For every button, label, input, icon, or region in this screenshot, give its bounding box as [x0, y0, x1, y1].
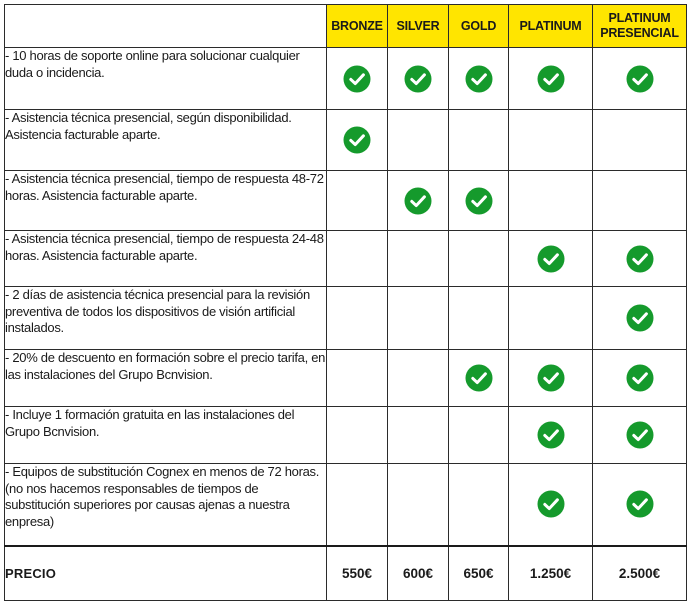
- tier-cell: [449, 171, 509, 231]
- tier-cell: [327, 464, 388, 546]
- tier-cell: [509, 407, 593, 464]
- tier-cell: [388, 231, 449, 287]
- tier-cell: [509, 231, 593, 287]
- tier-cell: [327, 231, 388, 287]
- check-circle-icon: [404, 187, 432, 215]
- price-row: [5, 546, 687, 601]
- check-circle-icon: [404, 65, 432, 93]
- check-circle-icon: [465, 65, 493, 93]
- price-bronze: 550€: [327, 546, 388, 601]
- tier-cell: [388, 287, 449, 350]
- tier-cell: [388, 464, 449, 546]
- tier-cell: [593, 464, 687, 546]
- tier-cell: [449, 231, 509, 287]
- tier-cell: [388, 48, 449, 110]
- support-plans-table: [4, 4, 687, 601]
- tier-cell: [509, 464, 593, 546]
- tier-cell: [449, 407, 509, 464]
- tier-cell: [509, 171, 593, 231]
- table-row: [5, 48, 687, 110]
- tier-cell: [327, 110, 388, 171]
- check-circle-icon: [465, 187, 493, 215]
- tier-header-platinum: PLATINUM: [509, 5, 593, 48]
- check-circle-icon: [626, 490, 654, 518]
- check-circle-icon: [626, 364, 654, 392]
- tier-cell: [327, 407, 388, 464]
- table-row: [5, 287, 687, 350]
- check-circle-icon: [626, 304, 654, 332]
- check-circle-icon: [626, 245, 654, 273]
- tier-cell: [593, 171, 687, 231]
- tier-cell: [449, 48, 509, 110]
- feature-description: - Asistencia técnica presencial, tiempo de respuesta 24-48 horas. Asistencia facturable aparte.: [5, 231, 327, 287]
- table-row: [5, 231, 687, 287]
- tier-cell: [509, 287, 593, 350]
- tier-cell: [388, 110, 449, 171]
- check-circle-icon: [626, 65, 654, 93]
- feature-description: - 20% de descuento en formación sobre el precio tarifa, en las instalaciones del Grupo Bcnvision.: [5, 350, 327, 407]
- check-circle-icon: [343, 126, 371, 154]
- tier-cell: [327, 48, 388, 110]
- tier-cell: [509, 110, 593, 171]
- tier-cell: [327, 350, 388, 407]
- tier-cell: [593, 110, 687, 171]
- tier-header-silver: SILVER: [388, 5, 449, 48]
- tier-cell: [593, 287, 687, 350]
- header-blank-cell: [5, 5, 327, 48]
- check-circle-icon: [537, 421, 565, 449]
- table-row: [5, 407, 687, 464]
- tier-cell: [449, 350, 509, 407]
- table-row: [5, 171, 687, 231]
- tier-cell: [593, 350, 687, 407]
- tier-header-bronze: BRONZE: [327, 5, 388, 48]
- check-circle-icon: [465, 364, 493, 392]
- tier-cell: [593, 231, 687, 287]
- tier-cell: [388, 350, 449, 407]
- check-circle-icon: [343, 65, 371, 93]
- tier-header-gold: GOLD: [449, 5, 509, 48]
- price-silver: 600€: [388, 546, 449, 601]
- feature-description: - 2 días de asistencia técnica presencial para la revisión preventiva de todos los dispositivos de visión artificial instalados.: [5, 287, 327, 350]
- price-label: PRECIO: [5, 546, 327, 601]
- tier-cell: [509, 350, 593, 407]
- check-circle-icon: [537, 245, 565, 273]
- table-row: [5, 464, 687, 546]
- check-circle-icon: [537, 490, 565, 518]
- check-circle-icon: [626, 421, 654, 449]
- feature-description: - Incluye 1 formación gratuita en las instalaciones del Grupo Bcnvision.: [5, 407, 327, 464]
- check-circle-icon: [537, 65, 565, 93]
- feature-description: - Equipos de substitución Cognex en menos de 72 horas. (no nos hacemos responsables de tiempos de substitución superiores por causas ajenas a nuestra enpresa): [5, 464, 327, 546]
- price-platinum-presencial: 2.500€: [593, 546, 687, 601]
- header-row: [5, 5, 687, 48]
- tier-cell: [449, 110, 509, 171]
- tier-cell: [388, 171, 449, 231]
- price-platinum: 1.250€: [509, 546, 593, 601]
- tier-cell: [593, 48, 687, 110]
- tier-header-platinum-presencial: PLATINUM PRESENCIAL: [593, 5, 687, 48]
- tier-cell: [449, 287, 509, 350]
- tier-cell: [327, 287, 388, 350]
- table-row: [5, 350, 687, 407]
- tier-cell: [509, 48, 593, 110]
- tier-cell: [388, 407, 449, 464]
- feature-description: - 10 horas de soporte online para solucionar cualquier duda o incidencia.: [5, 48, 327, 110]
- price-gold: 650€: [449, 546, 509, 601]
- table-row: [5, 110, 687, 171]
- feature-description: - Asistencia técnica presencial, según disponibilidad. Asistencia facturable aparte.: [5, 110, 327, 171]
- feature-description: - Asistencia técnica presencial, tiempo de respuesta 48-72 horas. Asistencia facturable aparte.: [5, 171, 327, 231]
- check-circle-icon: [537, 364, 565, 392]
- tier-cell: [593, 407, 687, 464]
- tier-cell: [327, 171, 388, 231]
- tier-cell: [449, 464, 509, 546]
